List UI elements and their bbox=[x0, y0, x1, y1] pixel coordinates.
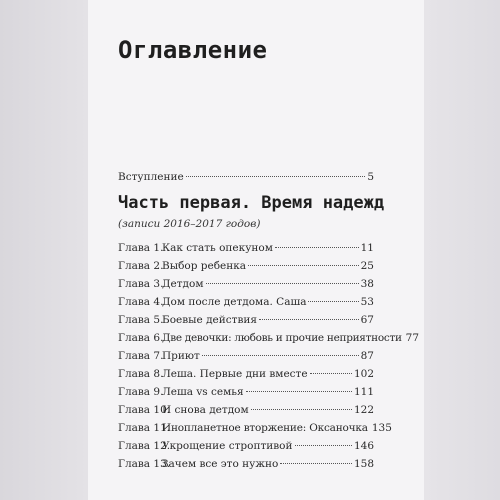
chapter-number: Глава 11. bbox=[118, 422, 171, 434]
dot-leader bbox=[310, 373, 352, 374]
chapter-page: 67 bbox=[360, 314, 374, 326]
dot-leader bbox=[186, 176, 366, 177]
toc-chapter-row bbox=[118, 241, 374, 255]
dot-leader bbox=[295, 445, 352, 446]
chapter-page: 77 bbox=[405, 332, 420, 344]
chapter-page: 135 bbox=[371, 422, 392, 434]
chapter-page: 146 bbox=[353, 440, 374, 452]
chapter-title: Леша. Первые дни вместе bbox=[162, 368, 308, 380]
chapter-number: Глава 7. bbox=[118, 350, 164, 362]
chapter-title: И снова детдом bbox=[162, 404, 249, 416]
chapter-number: Глава 9. bbox=[118, 386, 164, 398]
toc-entry-page: 5 bbox=[367, 171, 374, 183]
chapter-number: Глава 2. bbox=[118, 260, 164, 272]
chapter-title: Инопланетное вторжение: Оксаночка bbox=[162, 422, 368, 434]
toc-entry-intro bbox=[118, 170, 374, 184]
toc-title: Оглавление bbox=[118, 36, 268, 64]
toc-entry-title: Вступление bbox=[118, 171, 184, 183]
chapter-number: Глава 13. bbox=[118, 458, 171, 470]
chapter-page: 111 bbox=[353, 386, 374, 398]
chapter-page: 122 bbox=[353, 404, 374, 416]
dot-leader bbox=[308, 301, 358, 302]
dot-leader bbox=[246, 391, 352, 392]
chapter-number: Глава 10. bbox=[118, 404, 171, 416]
chapter-title: Детдом bbox=[162, 278, 204, 290]
chapter-number: Глава 8. bbox=[118, 368, 164, 380]
toc-chapter-row bbox=[118, 385, 374, 399]
toc-chapter-row bbox=[118, 421, 392, 435]
chapter-page: 38 bbox=[360, 278, 374, 290]
toc-chapter-row bbox=[118, 331, 420, 345]
chapter-title: Две девочки: любовь и прочие неприятности bbox=[162, 332, 402, 344]
chapter-number: Глава 5. bbox=[118, 314, 164, 326]
chapter-title: Зачем все это нужно bbox=[162, 458, 279, 470]
toc-chapter-row bbox=[118, 367, 374, 381]
chapter-page: 25 bbox=[360, 260, 374, 272]
dot-leader bbox=[275, 247, 359, 248]
chapter-title: Как стать опекуном bbox=[162, 242, 273, 254]
chapter-number: Глава 6. bbox=[118, 332, 164, 344]
chapter-title: Приют bbox=[162, 350, 200, 362]
chapter-number: Глава 1. bbox=[118, 242, 164, 254]
chapter-title: Дом после детдома. Саша bbox=[162, 296, 307, 308]
chapter-page: 158 bbox=[353, 458, 374, 470]
page-edge-shadow bbox=[424, 0, 500, 500]
chapter-title: Боевые действия bbox=[162, 314, 257, 326]
toc-chapter-row bbox=[118, 277, 374, 291]
toc-chapter-row bbox=[118, 349, 374, 363]
part-title: Часть первая. Время надежд bbox=[118, 193, 385, 213]
dot-leader bbox=[206, 283, 359, 284]
toc-chapter-row bbox=[118, 313, 374, 327]
dot-leader bbox=[202, 355, 359, 356]
toc-chapter-row bbox=[118, 295, 374, 309]
chapter-page: 11 bbox=[360, 242, 374, 254]
dot-leader bbox=[280, 463, 352, 464]
chapter-title: Выбор ребенка bbox=[162, 260, 247, 272]
page-gutter-shadow bbox=[0, 0, 88, 500]
chapter-page: 87 bbox=[360, 350, 374, 362]
chapter-number: Глава 4. bbox=[118, 296, 164, 308]
part-subtitle: (записи 2016–2017 годов) bbox=[118, 218, 261, 230]
chapter-number: Глава 3. bbox=[118, 278, 164, 290]
chapter-number: Глава 12. bbox=[118, 440, 171, 452]
dot-leader bbox=[251, 409, 352, 410]
toc-chapter-row bbox=[118, 457, 374, 471]
toc-chapter-row bbox=[118, 259, 374, 273]
toc-chapter-row bbox=[118, 439, 374, 453]
chapter-page: 102 bbox=[353, 368, 374, 380]
chapter-page: 53 bbox=[360, 296, 374, 308]
dot-leader bbox=[259, 319, 359, 320]
chapter-title: Укрощение строптивой bbox=[162, 440, 293, 452]
chapter-title: Леша vs семья bbox=[162, 386, 244, 398]
dot-leader bbox=[248, 265, 359, 266]
toc-chapter-row bbox=[118, 403, 374, 417]
